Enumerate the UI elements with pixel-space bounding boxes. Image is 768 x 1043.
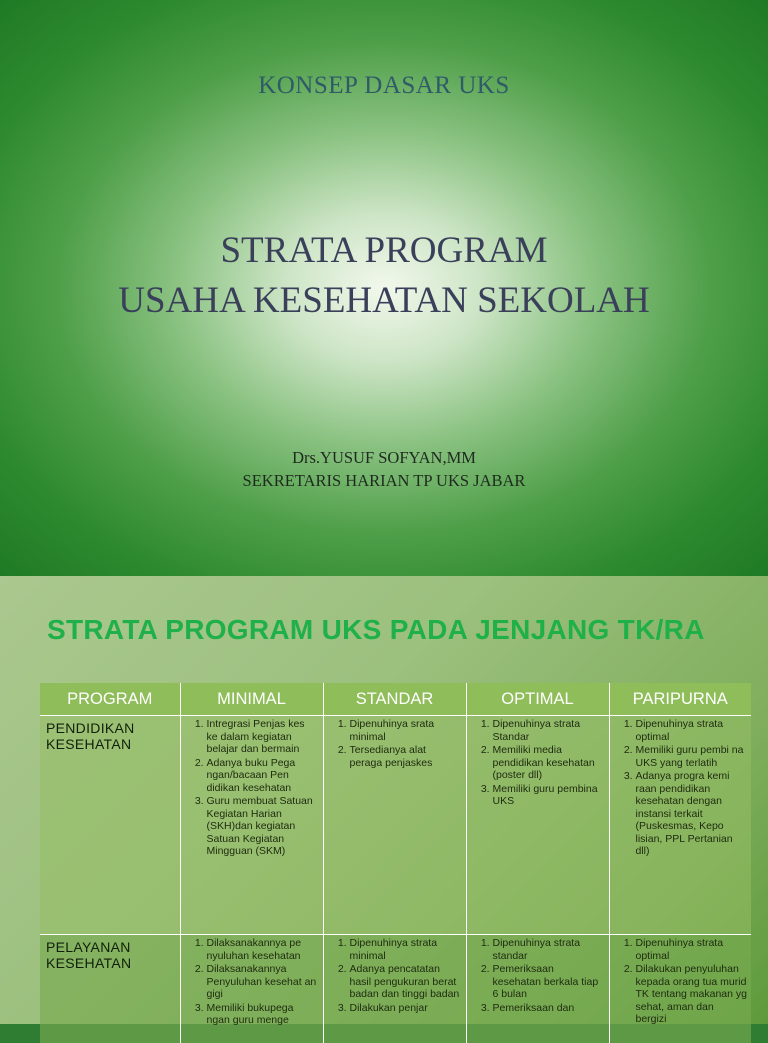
- list-item: 1. Dilaksanakannya pe nyuluhan kesehatan: [207, 937, 319, 962]
- list-item: 3. Adanya progra kemi raan pendidikan kesehatan dengan instansi terkait (Puskesmas, Kepo lisian, PPL Pertanian dll): [636, 770, 748, 858]
- list-item: 3. Pemeriksaan dan: [493, 1002, 605, 1015]
- list-item: 2. Adanya pencatatan hasil pengukuran berat badan dan tinggi badan: [350, 963, 462, 1001]
- slide-title-line-1: STRATA PROGRAM: [0, 226, 768, 276]
- list-item: 3. Memiliki guru pembina UKS: [493, 783, 605, 808]
- table-slide-title: STRATA PROGRAM UKS PADA JENJANG TK/RA: [47, 614, 705, 646]
- author-name: Drs.YUSUF SOFYAN,MM: [0, 446, 768, 469]
- list-item: 2. Tersedianya alat peraga penjaskes: [350, 744, 462, 769]
- cell-optimal: [466, 716, 609, 935]
- table-header-row: [40, 683, 751, 716]
- slide-title-line-2: USAHA KESEHATAN SEKOLAH: [0, 276, 768, 326]
- header-minimal: MINIMAL: [180, 683, 323, 716]
- header-program: PROGRAM: [40, 683, 180, 716]
- table-slide: [0, 576, 768, 1024]
- list-item: 2. Dilaksanakannya Penyuluhan kesehat an gigi: [207, 963, 319, 1001]
- cell-standar: [323, 716, 466, 935]
- list-item: 2. Dilakukan penyuluhan kepada orang tua murid TK tentang makanan yg sehat, aman dan bergizi: [636, 963, 748, 1026]
- strata-table: [40, 683, 751, 1043]
- list-item: 1. Dipenuhinya strata Standar: [493, 718, 605, 743]
- list-item: 3. Memiliki bukupega ngan guru menge: [207, 1002, 319, 1027]
- list-item: 2. Adanya buku Pega ngan/bacaan Pen didikan kesehatan: [207, 757, 319, 795]
- table-row: [40, 935, 751, 1043]
- header-optimal: OPTIMAL: [466, 683, 609, 716]
- row-program-label: PELAYANAN KESEHATAN: [40, 935, 180, 1043]
- list-item: 3. Guru membuat Satuan Kegiatan Harian (SKH)dan kegiatan Satuan Kegiatan Mingguan (SKM): [207, 795, 319, 858]
- list-item: 1. Dipenuhinya srata minimal: [350, 718, 462, 743]
- list-item: 2. Memiliki guru pembi na UKS yang terlatih: [636, 744, 748, 769]
- cell-optimal: [466, 935, 609, 1043]
- list-item: 1. Intregrasi Penjas kes ke dalam kegiatan belajar dan bermain: [207, 718, 319, 756]
- cell-paripurna: [609, 716, 751, 935]
- author-role: SEKRETARIS HARIAN TP UKS JABAR: [0, 469, 768, 492]
- cell-minimal: [180, 716, 323, 935]
- list-item: 1. Dipenuhinya strata optimal: [636, 937, 748, 962]
- cell-standar: [323, 935, 466, 1043]
- slide-kicker: KONSEP DASAR UKS: [0, 72, 768, 100]
- author-block: [0, 446, 768, 492]
- list-item: 3. Dilakukan penjar: [350, 1002, 462, 1015]
- row-program-label: PENDIDIKAN KESEHATAN: [40, 716, 180, 935]
- list-item: 2. Pemeriksaan kesehatan berkala tiap 6 bulan: [493, 963, 605, 1001]
- list-item: 1. Dipenuhinya strata optimal: [636, 718, 748, 743]
- cell-minimal: [180, 935, 323, 1043]
- header-standar: STANDAR: [323, 683, 466, 716]
- list-item: 1. Dipenuhinya strata standar: [493, 937, 605, 962]
- list-item: 2. Memiliki media pendidikan kesehatan (poster dll): [493, 744, 605, 782]
- table-row: [40, 716, 751, 935]
- cell-paripurna: [609, 935, 751, 1043]
- header-paripurna: PARIPURNA: [609, 683, 751, 716]
- list-item: 1. Dipenuhinya strata minimal: [350, 937, 462, 962]
- slide-title: [0, 226, 768, 326]
